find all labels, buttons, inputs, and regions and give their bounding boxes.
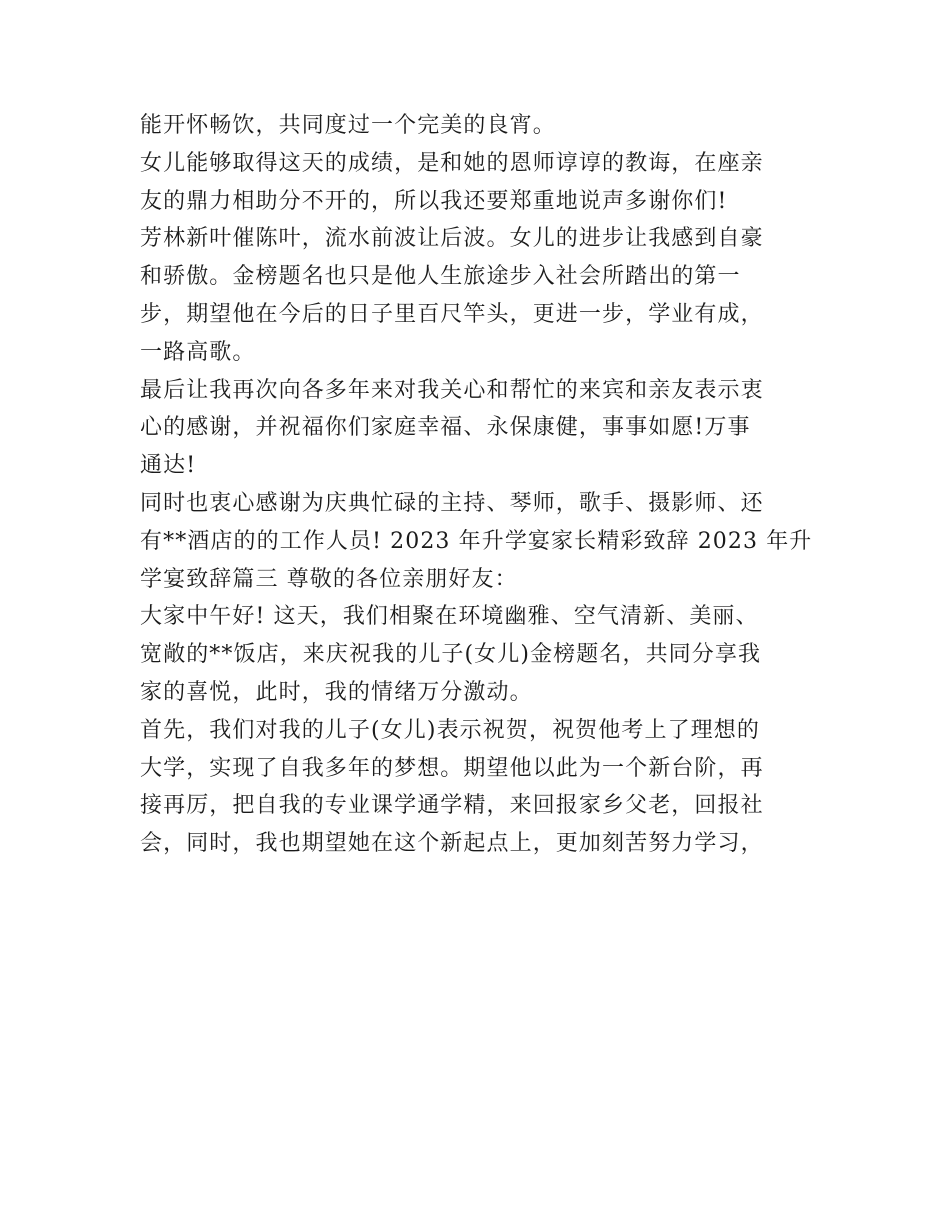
text-line: 友的鼎力相助分不开的，所以我还要郑重地说声多谢你们! <box>140 188 728 214</box>
text-line: 女儿能够取得这天的成绩，是和她的恩师谆谆的教诲，在座亲 <box>140 150 764 176</box>
text-line: 芳林新叶催陈叶，流水前波让后波。女儿的进步让我感到自豪 <box>140 226 764 252</box>
text-line: 心的感谢，并祝福你们家庭幸福、永保康健，事事如愿!万事 <box>140 415 751 441</box>
text-line: 大学，实现了自我多年的梦想。期望他以此为一个新台阶，再 <box>140 755 764 781</box>
text-line: 首先，我们对我的儿子(女儿)表示祝贺，祝贺他考上了理想的 <box>140 717 760 743</box>
text-line: 大家中午好! 这天，我们相聚在环境幽雅、空气清新、美丽、 <box>140 604 759 630</box>
text-line: 最后让我再次向各多年来对我关心和帮忙的来宾和亲友表示衷 <box>140 377 764 403</box>
text-line: 接再厉，把自我的专业课学通学精，来回报家乡父老，回报社 <box>140 793 764 819</box>
text-line: 宽敞的**饭店，来庆祝我的儿子(女儿)金榜题名，共同分享我 <box>140 642 762 668</box>
document-body <box>140 107 820 863</box>
text-line: 步，期望他在今后的日子里百尺竿头，更进一步，学业有成， <box>140 301 764 327</box>
text-line: 能开怀畅饮，共同度过一个完美的良宵。 <box>140 113 556 138</box>
text-line: 同时也衷心感谢为庆典忙碌的主持、琴师，歌手、摄影师、还 <box>140 490 764 516</box>
text-line: 和骄傲。金榜题名也只是他人生旅途步入社会所踏出的第一 <box>140 264 741 290</box>
text-line: 有**酒店的的工作人员! 2023 年升学宴家长精彩致辞 2023 年升 <box>140 528 813 554</box>
text-line: 学宴致辞篇三 尊敬的各位亲朋好友： <box>140 566 518 592</box>
text-line: 一路高歌。 <box>140 339 256 365</box>
text-line: 会，同时，我也期望她在这个新起点上，更加刻苦努力学习， <box>140 831 764 857</box>
text-line: 通达! <box>140 453 197 479</box>
text-line: 家的喜悦，此时，我的情绪万分激动。 <box>140 679 533 705</box>
